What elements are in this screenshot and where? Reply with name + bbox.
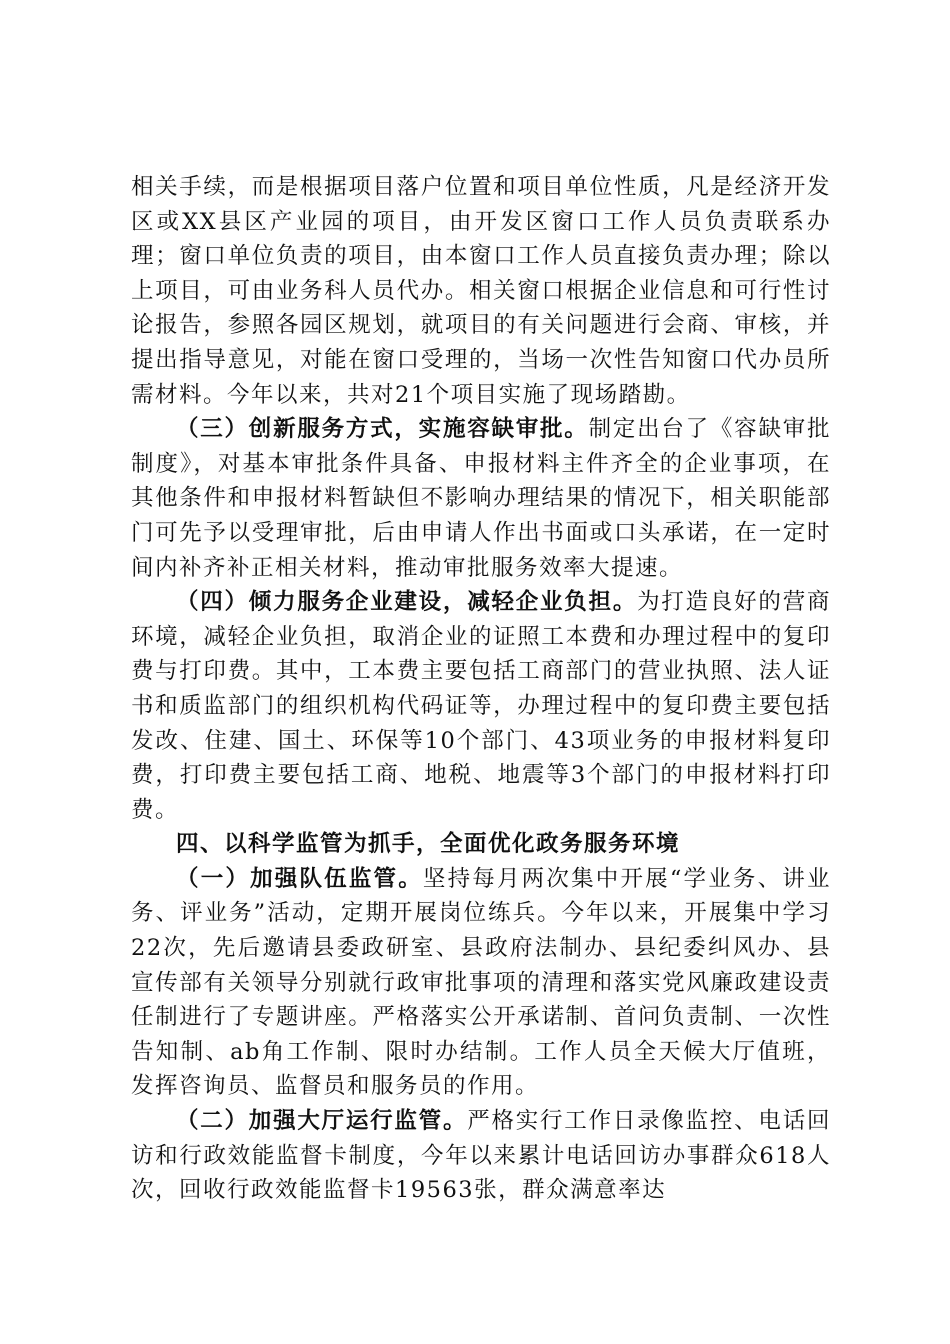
document-page: [131, 170, 831, 1208]
paragraph-text: 坚持每月两次集中开展“学业务、讲业务、评业务”活动，定期开展岗位练兵。今年以来，开展集中学习22次，先后邀请县委政研室、县政府法制办、县纪委纠风办、县宣传部有关领导分别就行政审批事项的清理和落实党风廉政建设责任制进行了专题讲座。严格落实公开承诺制、首问负责制、一次性告知制、ab角工作制、限时办结制。工作人员全天候大厅值班，发挥咨询员、监督员和服务员的作用。: [131, 865, 831, 1100]
section-heading-supervision: 四、以科学监管为抓手，全面优化政务服务环境: [176, 831, 681, 858]
paragraph-project-procedures: 相关手续，而是根据项目落户位置和项目单位性质，凡是经济开发区或XX县区产业园的项目，由开发区窗口工作人员负责联系办理；窗口单位负责的项目，由本窗口工作人员直接负责办理；除以上项目，可由业务科人员代办。相关窗口根据企业信息和可行性讨论报告，参照各园区规划，就项目的有关问题进行会商、审核，并提出指导意见，对能在窗口受理的，当场一次性告知窗口代办员所需材料。今年以来，共对21个项目实施了现场踏勘。: [131, 174, 831, 408]
subheading-team-supervision: （一）加强队伍监管。: [176, 865, 423, 892]
paragraph-text: 制定出台了《容缺审批制度》，对基本审批条件具备、申报材料主件齐全的企业事项，在其他条件和申报材料暂缺但不影响办理结果的情况下，相关职能部门可先予以受理审批，后由申请人作出书面或口头承诺，在一定时间内补齐补正相关材料，推动审批服务效率大提速。: [131, 416, 831, 581]
paragraph-text: 严格实行工作日录像监控、电话回访和行政效能监督卡制度，今年以来累计电话回访办事群众618人次，回收行政效能监督卡19563张，群众满意率达: [131, 1108, 831, 1204]
subheading-hall-supervision: （二）加强大厅运行监管。: [176, 1108, 468, 1135]
paragraph-text: 为打造良好的营商环境，减轻企业负担，取消企业的证照工本费和办理过程中的复印费与打印费。其中，工本费主要包括工商部门的营业执照、法人证书和质监部门的组织机构代码证等，办理过程中的复印费主要包括发改、住建、国土、环保等10个部门、43项业务的申报材料复印费，打印费主要包括工商、地税、地震等3个部门的申报材料打印费。: [131, 589, 831, 823]
subheading-innovate-service: （三）创新服务方式，实施容缺审批。: [176, 416, 589, 443]
paragraph-tolerance-approval: [131, 412, 831, 585]
subheading-serve-enterprises: （四）倾力服务企业建设，减轻企业负担。: [176, 589, 638, 616]
paragraph-reduce-burden: [131, 585, 831, 827]
paragraph-hall-supervision: [131, 1104, 831, 1208]
paragraph-team-supervision: [131, 862, 831, 1104]
